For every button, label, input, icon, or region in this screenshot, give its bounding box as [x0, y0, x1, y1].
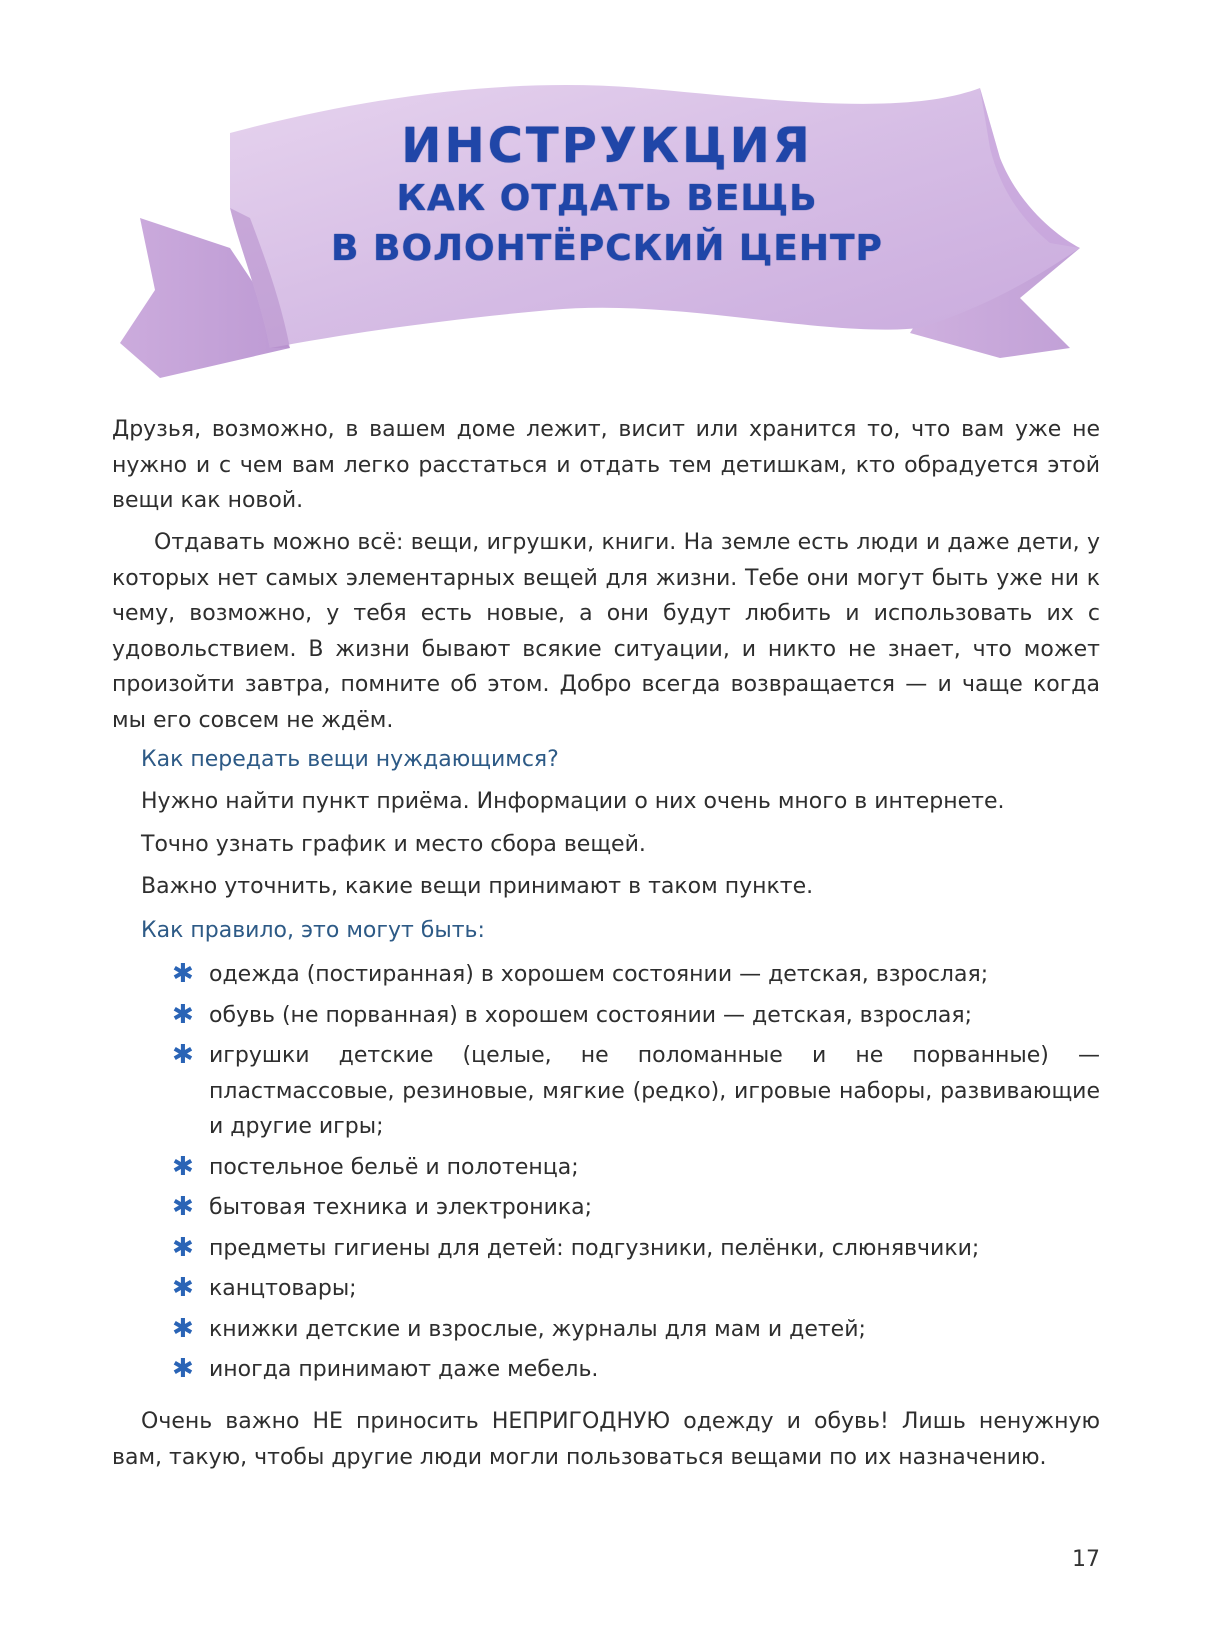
title-line-3: В ВОЛОНТЁРСКИЙ ЦЕНТР [331, 228, 883, 269]
list-item-text: иногда принимают даже мебель. [209, 1357, 599, 1382]
page-number: 17 [1072, 1547, 1100, 1572]
closing-paragraph: Очень важно НЕ приносить НЕПРИГОДНУЮ одежду и обувь! Лишь ненужную вам, такую, чтобы другие люди могли пользоваться вещами по их назначению. [112, 1409, 1100, 1470]
list-item-text: предметы гигиены для детей: подгузники, пелёнки, слюнявчики; [209, 1235, 980, 1261]
items-list [172, 957, 1100, 1393]
how-to-line-1: Нужно найти пункт приёма. Информации о них очень много в интернете. [141, 789, 1005, 814]
asterisk-icon: ✱ [172, 1192, 194, 1222]
list-item [172, 1150, 1100, 1186]
list-item-text: канцтовары; [209, 1276, 357, 1301]
asterisk-icon: ✱ [172, 1151, 194, 1182]
asterisk-icon: ✱ [172, 1232, 194, 1263]
list-item [172, 1271, 1100, 1307]
asterisk-icon: ✱ [172, 1273, 194, 1303]
list-item-text: обувь (не порванная) в хорошем состоянии — детская, взрослая; [209, 1002, 973, 1028]
list-item [172, 1312, 1100, 1348]
asterisk-icon: ✱ [172, 1313, 194, 1344]
asterisk-icon: ✱ [172, 959, 194, 989]
list-item-text: игрушки детские (целые, не поломанные и не порванные) — пластмассовые, резиновые, мягкие (редко), игровые наборы, развивающие и другие игры; [209, 1043, 1100, 1139]
list-item-text: постельное бельё и полотенца; [209, 1154, 579, 1180]
ribbon-banner [120, 48, 1120, 400]
list-item [172, 998, 1100, 1034]
list-item [172, 1038, 1100, 1145]
give-paragraph: Отдавать можно всё: вещи, игрушки, книги. На земле есть люди и даже дети, у которых нет самых элементарных вещей для жизни. Тебе они могут быть уже ни к чему, возможно, у тебя есть новые, а они будут любить и использовать их с удовольствием. В жизни бывают всякие ситуации, и никто не знает, что может произойти завтра, помните об этом. Добро всегда возвращается — и чаще когда мы его совсем не ждём. [112, 530, 1100, 733]
title-line-1: ИНСТРУКЦИЯ [401, 118, 813, 174]
list-item [172, 957, 1100, 993]
list-item [172, 1352, 1100, 1388]
asterisk-icon: ✱ [172, 1354, 194, 1384]
list-item-text: бытовая техника и электроника; [209, 1195, 593, 1220]
list-item [172, 1190, 1100, 1226]
list-item-text: одежда (постиранная) в хорошем состоянии — детская, взрослая; [209, 962, 989, 987]
asterisk-icon: ✱ [172, 1040, 194, 1070]
items-heading: Как правило, это могут быть: [141, 918, 485, 943]
how-to-line-2: Точно узнать график и место сбора вещей. [141, 832, 646, 857]
asterisk-icon: ✱ [172, 999, 194, 1030]
how-to-line-3: Важно уточнить, какие вещи принимают в таком пункте. [141, 874, 814, 899]
list-item [172, 1231, 1100, 1267]
list-item-text: книжки детские и взрослые, журналы для мам и детей; [209, 1316, 866, 1342]
intro-paragraph: Друзья, возможно, в вашем доме лежит, висит или хранится то, что вам уже не нужно и с чем вам легко расстаться и отдать тем детишкам, кто обрадуется этой вещи как новой. [112, 417, 1100, 513]
title-line-2: КАК ОТДАТЬ ВЕЩЬ [396, 178, 818, 219]
how-to-heading: Как передать вещи нуждающимся? [141, 747, 559, 772]
